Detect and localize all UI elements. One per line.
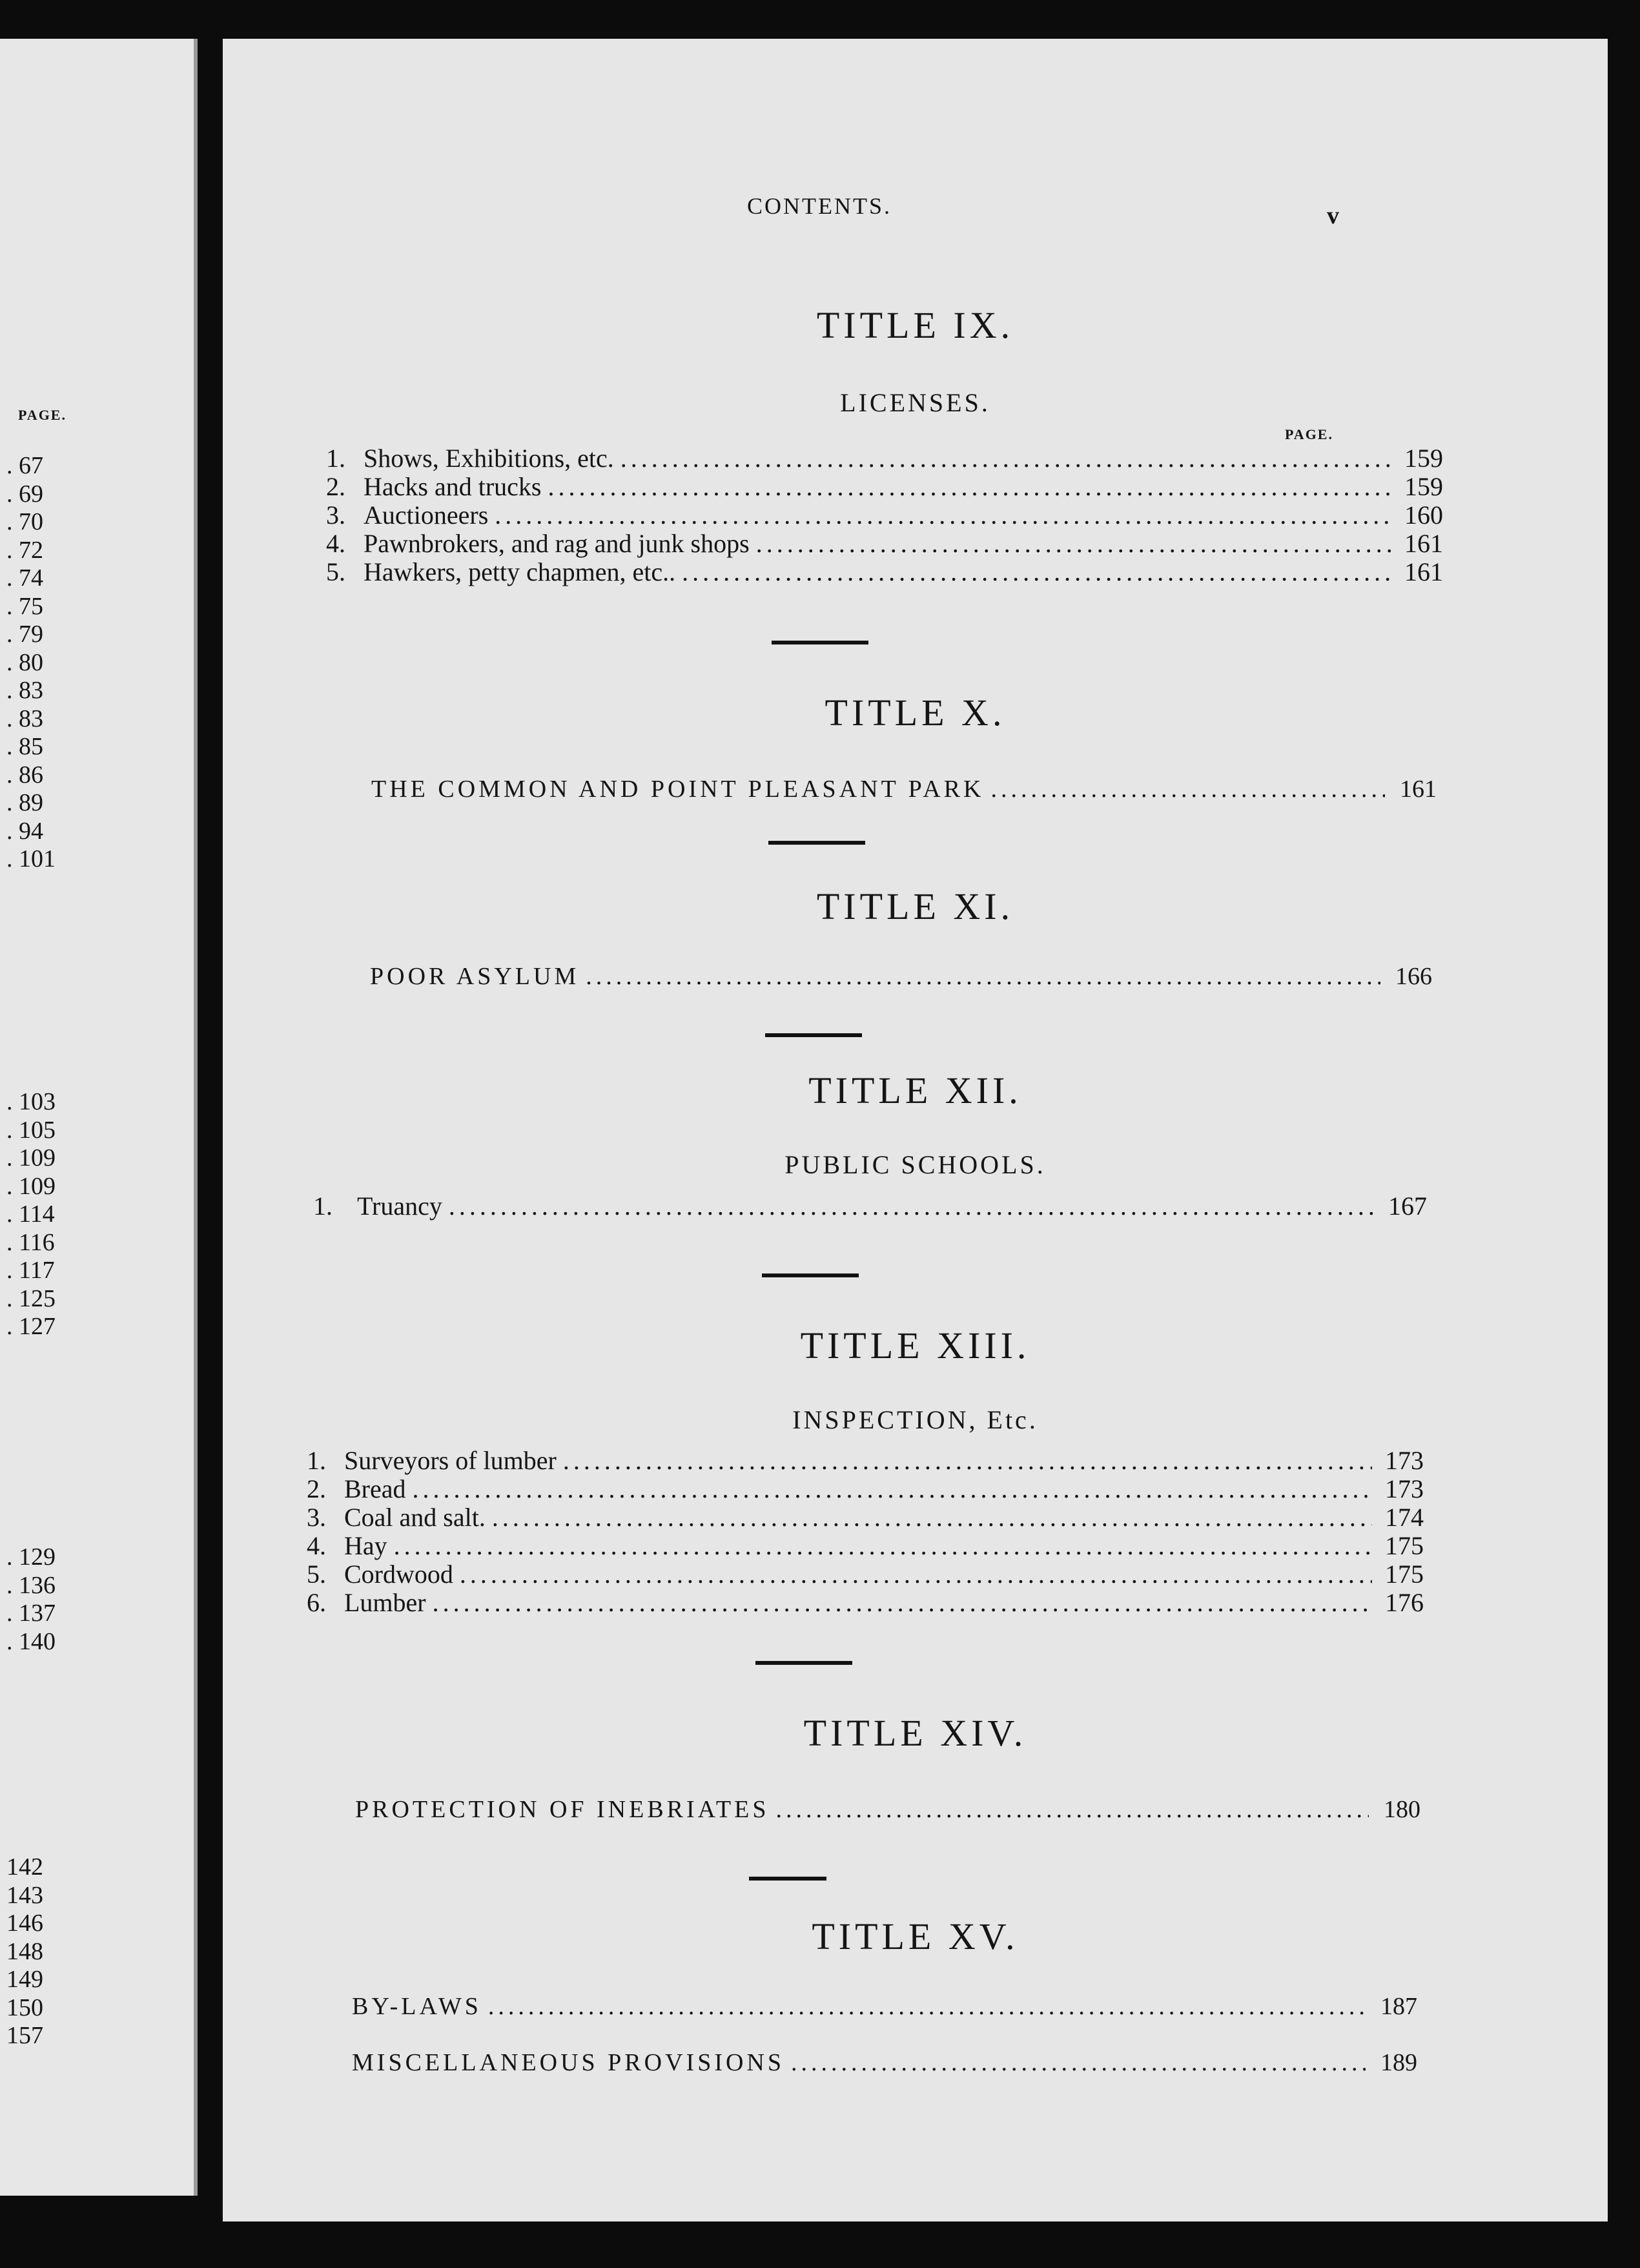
- entry-label: Hacks and trucks: [364, 472, 542, 501]
- toc-entry: [307, 1447, 1424, 1475]
- left-page-column-label: PAGE.: [18, 407, 67, 423]
- entry-number: 6.: [307, 1588, 326, 1617]
- left-page-number: . 109: [6, 1172, 56, 1200]
- left-page-number: . 103: [6, 1088, 56, 1115]
- entry-page: 174: [1385, 1503, 1424, 1532]
- left-page-number: . 74: [6, 564, 43, 592]
- toc-entry: [307, 1589, 1424, 1617]
- left-page-number: . 140: [6, 1627, 56, 1655]
- toc-entry: [307, 1475, 1424, 1503]
- entry-number: 2.: [307, 1474, 326, 1503]
- title-xiii-subtitle: INSPECTION, Etc.: [792, 1405, 1038, 1434]
- dot-leader: [394, 1532, 1372, 1560]
- section-divider: [762, 1273, 859, 1277]
- title-xiv-heading: TITLE XIV.: [803, 1712, 1027, 1754]
- toc-entry: [371, 775, 1437, 803]
- title-xv-heading: TITLE XV.: [812, 1915, 1019, 1957]
- dot-leader: [449, 1192, 1375, 1221]
- title-xii-heading: TITLE XII.: [808, 1069, 1022, 1111]
- toc-entry: [326, 530, 1443, 558]
- previous-page-fragment: [0, 39, 198, 2196]
- left-page-number: . 109: [6, 1144, 56, 1171]
- dot-leader: [586, 962, 1380, 991]
- toc-entry: [313, 1192, 1427, 1221]
- section-divider: [765, 1033, 862, 1037]
- entry-label: Lumber: [344, 1588, 426, 1617]
- entry-label: Cordwood: [344, 1560, 453, 1589]
- entry-number: 2.: [326, 472, 345, 501]
- entry-label: BY-LAWS: [352, 1993, 482, 2020]
- entry-label: Hawkers, petty chapmen, etc..: [364, 557, 676, 586]
- entry-label: Bread: [344, 1474, 406, 1503]
- toc-entry: [355, 1795, 1420, 1824]
- page-column-label: PAGE.: [1285, 426, 1333, 442]
- entry-number: 4.: [326, 529, 345, 558]
- entry-page: 187: [1380, 1993, 1417, 2020]
- entry-page: 167: [1388, 1191, 1427, 1221]
- left-page-number: 149: [6, 1966, 43, 1993]
- running-header: CONTENTS.: [747, 193, 892, 219]
- entry-label: Coal and salt.: [344, 1503, 486, 1532]
- dot-leader: [682, 558, 1391, 586]
- left-page-number: 143: [6, 1881, 43, 1909]
- toc-entry: [307, 1503, 1424, 1532]
- left-page-number: . 86: [6, 761, 43, 789]
- toc-entry: [352, 1992, 1417, 2021]
- title-ix-heading: TITLE IX.: [816, 304, 1014, 346]
- entry-page: 175: [1385, 1531, 1424, 1560]
- dot-leader: [990, 775, 1385, 803]
- dot-leader: [756, 530, 1391, 558]
- entry-number: 1.: [313, 1191, 333, 1221]
- entry-page: 161: [1404, 529, 1443, 558]
- dot-leader: [413, 1475, 1372, 1503]
- entry-page: 159: [1404, 444, 1443, 473]
- entry-number: 3.: [326, 500, 345, 530]
- entry-label: Truancy: [357, 1191, 442, 1221]
- title-x-heading: TITLE X.: [825, 692, 1006, 734]
- toc-entry: [326, 473, 1443, 501]
- left-page-number: . 85: [6, 733, 43, 760]
- entry-page: 180: [1384, 1796, 1420, 1823]
- toc-entry: [352, 2048, 1417, 2077]
- left-page-number: . 127: [6, 1313, 56, 1340]
- left-page-number: 150: [6, 1994, 43, 2021]
- title-xii-subtitle: PUBLIC SCHOOLS.: [784, 1150, 1046, 1179]
- entry-label: POOR ASYLUM: [370, 963, 580, 990]
- dot-leader: [460, 1560, 1372, 1589]
- dot-leader: [563, 1447, 1372, 1475]
- section-divider: [755, 1661, 852, 1665]
- left-page-number: . 67: [6, 452, 43, 479]
- left-page-number: . 105: [6, 1116, 56, 1144]
- left-page-number: . 70: [6, 508, 43, 535]
- left-page-number: . 116: [6, 1228, 55, 1256]
- left-page-number: . 101: [6, 845, 56, 872]
- page-folio: v: [1327, 202, 1339, 229]
- left-page-number: . 137: [6, 1600, 56, 1627]
- entry-label: Surveyors of lumber: [344, 1446, 557, 1475]
- entry-page: 189: [1380, 2049, 1417, 2076]
- entry-page: 161: [1400, 776, 1437, 803]
- toc-entry: [307, 1532, 1424, 1560]
- entry-page: 166: [1395, 963, 1432, 990]
- entry-number: 5.: [307, 1560, 326, 1589]
- entry-label: Shows, Exhibitions, etc.: [364, 444, 614, 473]
- section-divider: [768, 841, 865, 845]
- dot-leader: [620, 444, 1391, 473]
- dot-leader: [548, 473, 1391, 501]
- left-page-number: . 72: [6, 536, 43, 564]
- entry-label: PROTECTION OF INEBRIATES: [355, 1796, 770, 1823]
- section-divider: [749, 1877, 826, 1881]
- contents-page: [223, 39, 1608, 2222]
- left-page-number: . 129: [6, 1543, 56, 1571]
- toc-entry: [326, 558, 1443, 586]
- entry-page: 176: [1385, 1588, 1424, 1617]
- left-page-number: . 117: [6, 1257, 55, 1284]
- entry-number: 1.: [307, 1446, 326, 1475]
- entry-label: THE COMMON AND POINT PLEASANT PARK: [371, 776, 985, 803]
- left-page-number: . 79: [6, 621, 43, 648]
- left-page-number: . 83: [6, 705, 43, 732]
- title-ix-subtitle: LICENSES.: [840, 388, 990, 417]
- left-page-number: . 125: [6, 1284, 56, 1312]
- left-page-number: . 94: [6, 817, 43, 845]
- toc-entry: [370, 962, 1432, 991]
- toc-entry: [307, 1560, 1424, 1589]
- left-page-number: 146: [6, 1910, 43, 1937]
- entry-number: 5.: [326, 557, 345, 586]
- entry-number: 1.: [326, 444, 345, 473]
- dot-leader: [775, 1795, 1369, 1824]
- dot-leader: [791, 2048, 1366, 2077]
- left-page-number: . 83: [6, 677, 43, 704]
- left-page-number: 142: [6, 1853, 43, 1881]
- dot-leader: [488, 1992, 1366, 2021]
- left-page-number: 157: [6, 2022, 43, 2049]
- entry-page: 173: [1385, 1474, 1424, 1503]
- entry-page: 173: [1385, 1446, 1424, 1475]
- title-xiii-heading: TITLE XIII.: [800, 1325, 1030, 1366]
- entry-page: 175: [1385, 1560, 1424, 1589]
- entry-label: Auctioneers: [364, 500, 489, 530]
- section-divider: [772, 641, 868, 644]
- entry-page: 160: [1404, 500, 1443, 530]
- dot-leader: [495, 501, 1391, 530]
- entry-page: 161: [1404, 557, 1443, 586]
- left-page-number: . 80: [6, 648, 43, 676]
- left-page-number: . 89: [6, 789, 43, 816]
- left-page-number: . 69: [6, 480, 43, 508]
- left-page-number: . 75: [6, 592, 43, 620]
- left-page-number: . 136: [6, 1571, 56, 1599]
- dot-leader: [433, 1589, 1372, 1617]
- entry-number: 4.: [307, 1531, 326, 1560]
- toc-entry: [326, 501, 1443, 530]
- left-page-number: . 114: [6, 1201, 55, 1228]
- entry-number: 3.: [307, 1503, 326, 1532]
- entry-label: Pawnbrokers, and rag and junk shops: [364, 529, 750, 558]
- title-xi-heading: TITLE XI.: [816, 885, 1014, 927]
- toc-entry: [326, 444, 1443, 473]
- entry-page: 159: [1404, 472, 1443, 501]
- dot-leader: [492, 1503, 1372, 1532]
- left-page-number: 148: [6, 1937, 43, 1965]
- entry-label: MISCELLANEOUS PROVISIONS: [352, 2049, 784, 2076]
- entry-label: Hay: [344, 1531, 387, 1560]
